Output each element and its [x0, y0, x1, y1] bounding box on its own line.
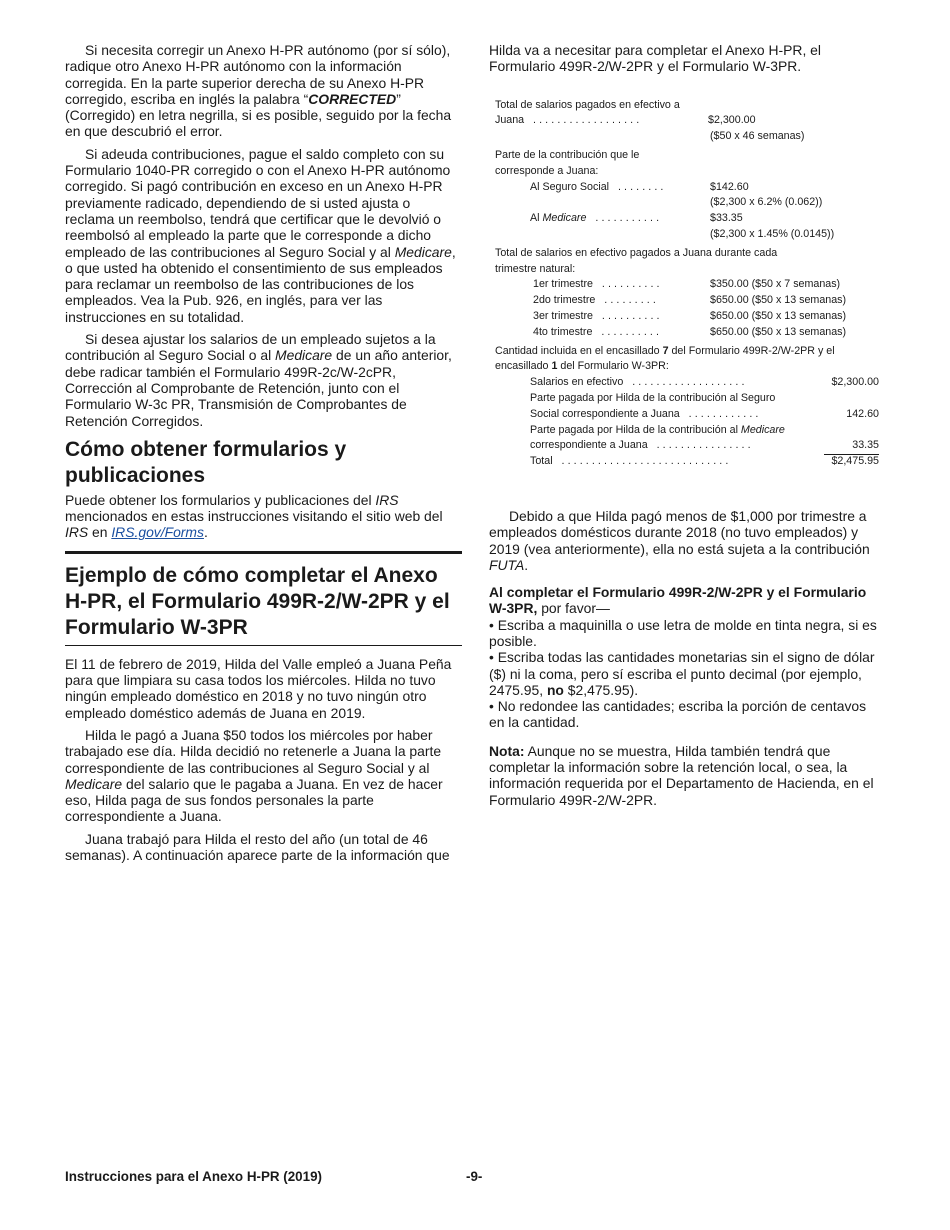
paragraph-get-forms: Puede obtener los formularios y publicaciones del IRS mencionados en estas instrucciones visitando el sitio web del IRS en IRS.gov/Forms.	[65, 491, 443, 541]
paragraph-payment: Hilda le pagó a Juana $50 todos los miércoles por haber trabajado ese día. Hilda decidió no retenerle a Juana la parte correspondiente de las contribuciones al Seguro Social y al Medicare del salario que le pagaba a Juana. En vez de hacer eso, Hilda paga de sus fondos personales la parte correspondiente a Juana.	[65, 726, 443, 825]
paragraph-adjust-wages: Si desea ajustar los salarios de un empleado sujetos a la contribución al Seguro Social o al Medicare de un año anterior, debe radicar también el Formulario 499R-2c/W-2cPR, Corrección al Comprobante de Retención, junto con el Formulario W-3c PR, Transmisión de Comprobantes de Retención Corregidos.	[65, 331, 452, 429]
cash-wages-value: $2,300.00	[831, 376, 879, 389]
table-row: 1er trimestre .......... $350.00 ($50 x 7 semanas)	[533, 278, 841, 291]
table-row: 4to trimestre .......... $650.00 ($50 x 13 semanas)	[533, 325, 847, 338]
medicare-share-value: $33.35	[710, 212, 743, 225]
heading-underline	[65, 645, 462, 646]
footer-title: Instrucciones para el Anexo H-PR (2019)	[65, 1169, 322, 1184]
table-row: Cantidad incluida en el encasillado 7 del Formulario 499R-2/W-2PR y el	[495, 344, 835, 357]
paragraph-weeks: Juana trabajó para Hilda el resto del año (un total de 46 semanas). A continuación aparece parte de la información que	[65, 830, 450, 863]
table-row: encasillado 1 del Formulario W-3PR:	[495, 360, 669, 373]
hilda-social-security-value: 142.60	[846, 407, 879, 420]
list-item: • Escriba a maquinilla o use letra de molde en tinta negra, si es posible.	[489, 616, 877, 649]
table-row: Juana .................. $2,300.00	[495, 113, 881, 129]
paragraph-futa: Debido a que Hilda pagó menos de $1,000 por trimestre a empleados domésticos durante 2018 (no tuvo empleados) y 2019 (vea anteriormente), ella no está sujeta a la contribución FUTA.	[489, 507, 870, 573]
table-row: 3er trimestre .......... $650.00 ($50 x 13 semanas)	[533, 309, 847, 322]
paragraph-note: Nota: Aunque no se muestra, Hilda también tendrá que completar la información sobre la retención local, o sea, la información requerida por el Departamento de Hacienda, en el Formulario 499R-2/W-2PR.	[489, 742, 874, 808]
table-row: Total de salarios pagados en efectivo a	[495, 98, 680, 111]
table-row: ($2,300 x 6.2% (0.062))	[710, 196, 823, 209]
paragraph-balance-due: Si adeuda contribuciones, pague el saldo completo con su Formulario 1040-PR corregido o con el Anexo H-PR autónomo corregido. Si pagó contribución en exceso en un Anexo H-PR previamente radicado, dependiendo de si usted ajusta o reclama un reembolso, tendrá que certificar que le devolvió o reembolsó al empleado la parte que le corresponde a dicho empleado de las contribuciones al Seguro Social y al Medicare, o que usted ha obtenido el consentimiento de sus empleados para reclamar un reembolso de las contribuciones de los empleados. Vea la Pub. 926, en inglés, para ver las instrucciones en su totalidad.	[65, 145, 456, 325]
wage-info-table	[489, 98, 881, 470]
table-row: Parte pagada por Hilda de la contribución al Seguro	[530, 391, 776, 404]
heading-example: Ejemplo de cómo completar el Anexo H-PR, el Formulario 499R-2/W-2PR y el Formulario W-3PR	[65, 563, 450, 639]
table-row: Al Medicare ........... $33.35	[495, 211, 881, 227]
grand-total-value: $2,475.95	[831, 455, 879, 468]
instruction-bullets	[489, 617, 881, 731]
list-item: • Escriba todas las cantidades monetarias sin el signo de dólar ($) ni la coma, pero sí escriba el punto decimal (por ejemplo, 2475.95, no $2,475.95).	[489, 649, 875, 698]
paragraph-example-intro: El 11 de febrero de 2019, Hilda del Valle empleó a Juana Peña para que limpiara su casa todos los miércoles. Hilda no tuvo ningún empleado doméstico en 2018 y no tuvo ningún otro empleado doméstico además de Juana en 2019.	[65, 655, 452, 721]
irs-forms-link[interactable]: IRS.gov/Forms	[111, 524, 204, 541]
heading-get-forms: Cómo obtener formularios y publicaciones	[65, 437, 347, 488]
table-row: Al Seguro Social ........ $142.60	[495, 180, 881, 196]
table-row: Parte de la contribución que le	[495, 148, 640, 161]
table-row: Total ............................ $2,475.95	[495, 454, 881, 470]
total-wages-value: $2,300.00	[708, 114, 756, 127]
paragraph-corrected: Si necesita corregir un Anexo H-PR autónomo (por sí sólo), radique otro Anexo H-PR autónomo con la información corregida. En la parte superior derecha de su Anexo H-PR corregido, escriba en inglés la palabra “CORRECTED” (Corregido) en letra negrilla, si es posible, seguido por la fecha en que descubrió el error.	[65, 42, 452, 140]
table-row: correspondiente a Juana ................ 33.35	[495, 438, 881, 454]
table-row: ($2,300 x 1.45% (0.0145))	[710, 227, 835, 240]
right-column	[489, 42, 881, 808]
table-row: Social correspondiente a Juana ............ 142.60	[495, 407, 881, 423]
table-row: Total de salarios en efectivo pagados a Juana durante cada	[495, 246, 778, 259]
table-row: Salarios en efectivo ................... $2,300.00	[495, 375, 881, 391]
list-item: • No redondee las cantidades; escriba la porción de centavos en la cantidad.	[489, 698, 867, 731]
table-row: ($50 x 46 semanas)	[710, 130, 805, 143]
table-row: corresponde a Juana:	[495, 164, 599, 177]
page-number: -9-	[466, 1169, 483, 1184]
paragraph-needs-info: Hilda va a necesitar para completar el Anexo H-PR, el Formulario 499R-2/W-2PR y el Formulario W-3PR.	[489, 42, 821, 75]
section-divider	[65, 551, 462, 554]
left-column	[65, 42, 462, 863]
social-security-share-value: $142.60	[710, 180, 749, 193]
table-row: 2do trimestre ......... $650.00 ($50 x 13 semanas)	[533, 294, 847, 307]
table-row: trimestre natural:	[495, 262, 576, 275]
hilda-medicare-value: 33.35	[824, 438, 879, 455]
paragraph-completing-forms: Al completar el Formulario 499R-2/W-2PR y el Formulario W-3PR, por favor—	[489, 584, 867, 617]
table-row: Parte pagada por Hilda de la contribución al Medicare	[530, 423, 785, 436]
